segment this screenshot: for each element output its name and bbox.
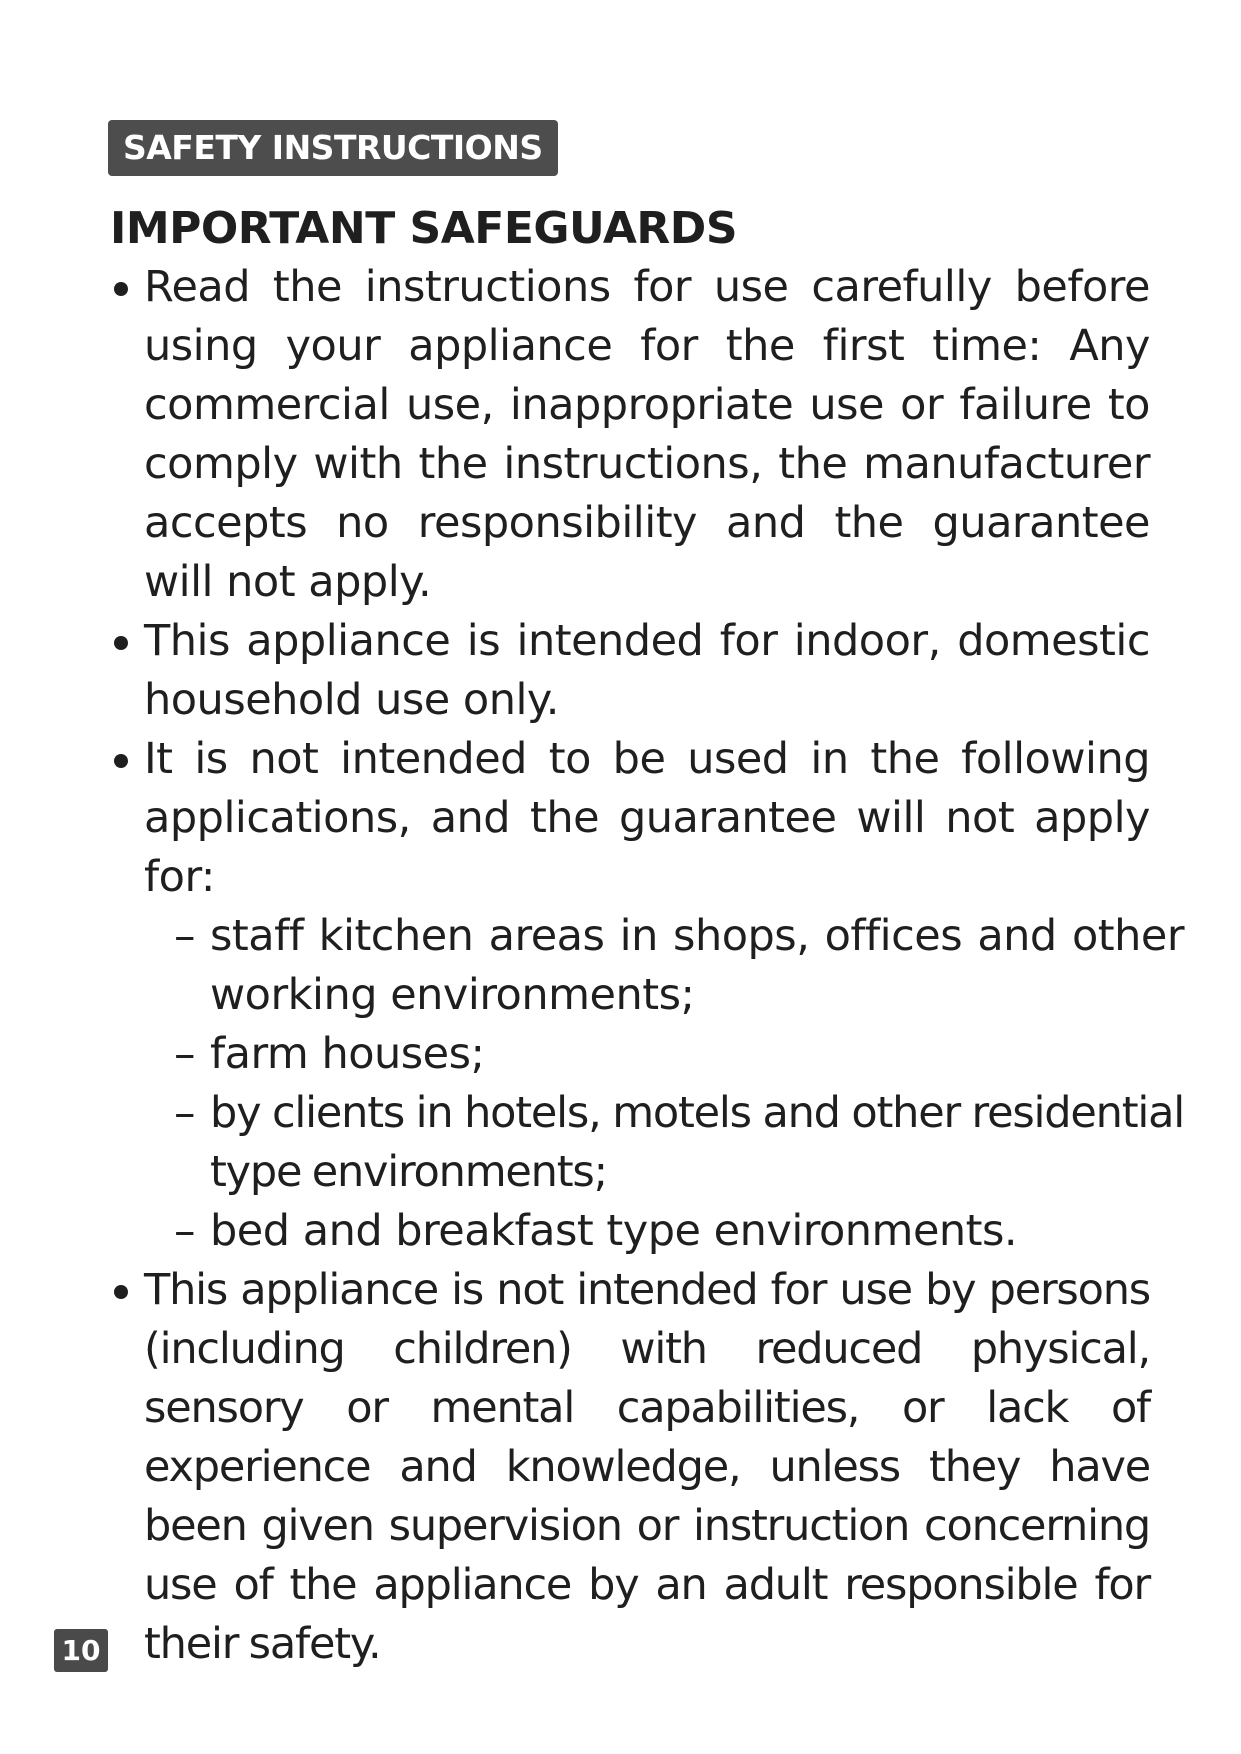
bullet-text: Read the instructions for use carefully before using your appliance for the first time: Any commercial use, inappropriate use or failure to comply with the instructions, the manufacturer accepts no responsibility and the guarantee will not apply.	[144, 262, 1150, 607]
sub-list-item	[174, 1202, 1184, 1261]
safeguards-list	[110, 258, 1184, 1674]
dash-marker: –	[174, 1206, 195, 1256]
excluded-uses-list	[174, 907, 1184, 1261]
bullet-text: It is not intended to be used in the following applications, and the guarantee will not apply for:	[144, 734, 1150, 902]
bullet-text: This appliance is not intended for use by persons (including children) with reduced physical, sensory or mental capabilities, or lack of experience and knowledge, unless they have been given supervision or instruction concerning use of the appliance by an adult responsible for their safety.	[144, 1265, 1150, 1669]
page-number: 10	[54, 1629, 108, 1672]
bullet-icon	[114, 1285, 128, 1299]
dash-marker: –	[174, 1088, 195, 1138]
sub-list-item	[174, 1025, 1184, 1084]
sub-item-text: by clients in hotels, motels and other residential type environments;	[210, 1088, 1184, 1197]
bullet-item	[110, 730, 1150, 907]
sub-list-item	[174, 907, 1184, 1025]
dash-marker: –	[174, 1029, 195, 1079]
section-tag: SAFETY INSTRUCTIONS	[108, 120, 558, 176]
bullet-icon	[114, 282, 128, 296]
page-title: IMPORTANT SAFEGUARDS	[110, 203, 738, 254]
dash-marker: –	[174, 911, 195, 961]
bullet-item	[110, 612, 1150, 730]
sub-list-item	[174, 1084, 1184, 1202]
bullet-icon	[114, 754, 128, 768]
sub-item-text: bed and breakfast type environments.	[210, 1206, 1018, 1256]
sub-item-text: farm houses;	[210, 1029, 485, 1079]
bullet-text: This appliance is intended for indoor, domestic household use only.	[144, 616, 1150, 725]
bullet-item	[110, 258, 1150, 612]
bullet-icon	[114, 636, 128, 650]
sub-item-text: staff kitchen areas in shops, offices and other working environments;	[210, 911, 1184, 1020]
bullet-item	[110, 1261, 1150, 1674]
